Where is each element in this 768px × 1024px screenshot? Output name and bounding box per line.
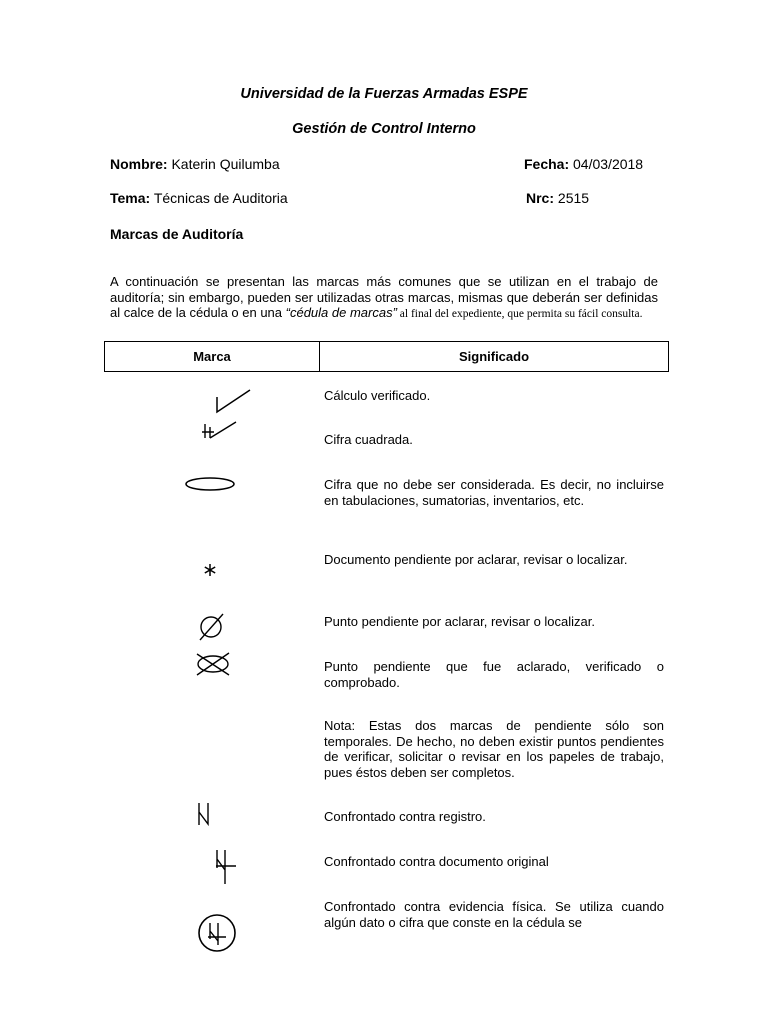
registro-mark-icon (196, 800, 216, 828)
ellipse-icon (184, 474, 236, 494)
tema-label: Tema: (110, 190, 151, 206)
mark-desc-1: Cálculo verificado. (324, 388, 431, 403)
intro-paragraph (110, 274, 658, 323)
mark-desc-2: Cifra cuadrada. (324, 432, 413, 447)
mark-desc-7: Confrontado contra registro. (324, 809, 486, 824)
intro-part1: A continuación se presentan las marcas más comunes que se utilizan en el trabajo de auditoría; sin embargo, pueden ser utilizadas otras marcas, mismas que deberán ser definidas al calce de la cédula o en una (110, 274, 658, 320)
tema-field (110, 190, 288, 206)
mark-desc-5: Punto pendiente por aclarar, revisar o localizar. (324, 614, 595, 629)
section-title: Marcas de Auditoría (110, 226, 244, 242)
course-title: Gestión de Control Interno (292, 121, 476, 137)
mark-desc-9: Confrontado contra evidencia física. Se utiliza cuando algún dato o cifra que conste en la cédula se (324, 899, 664, 930)
mark-desc-note: Nota: Estas dos marcas de pendiente sólo son temporales. De hecho, no deben existir puntos pendientes de verificar, solicitar o revisar en los papeles de trabajo, pues éstos deben ser completos. (324, 718, 664, 780)
nrc-value: 2515 (557, 190, 590, 206)
crossed-circle-icon (192, 650, 234, 678)
documento-mark-icon (212, 846, 238, 886)
nrc-label: Nrc: (526, 190, 555, 206)
significado-header: Significado (320, 342, 669, 372)
intro-italic: “cédula de marcas” (285, 305, 397, 320)
marks-table-header (104, 341, 669, 372)
asterisk-icon (200, 560, 220, 580)
nombre-field (110, 156, 280, 172)
tick-squared-icon (200, 418, 240, 442)
intro-part2: al final del expediente, que permita su fácil consulta. (396, 308, 643, 320)
fecha-value: 04/03/2018 (573, 156, 644, 172)
university-title: Universidad de la Fuerzas Armadas ESPE (240, 86, 528, 102)
nrc-field (526, 190, 589, 206)
tick-verified-icon (208, 386, 256, 416)
mark-desc-4: Documento pendiente por aclarar, revisar o localizar. (324, 552, 628, 567)
nombre-label: Nombre: (110, 156, 168, 172)
mark-desc-3: Cifra que no debe ser considerada. Es decir, no incluirse en tabulaciones, sumatorias, inventarios, etc. (324, 477, 664, 508)
mark-desc-6: Punto pendiente que fue aclarado, verificado o comprobado. (324, 659, 664, 690)
fecha-field (524, 156, 643, 172)
slashed-circle-icon (196, 612, 228, 642)
nombre-value: Katerin Quilumba (171, 156, 280, 172)
fecha-label: Fecha: (524, 156, 570, 172)
marca-header: Marca (105, 342, 320, 372)
circled-mark-icon (196, 912, 238, 954)
tema-value: Técnicas de Auditoria (153, 190, 288, 206)
mark-desc-8: Confrontado contra documento original (324, 854, 549, 869)
